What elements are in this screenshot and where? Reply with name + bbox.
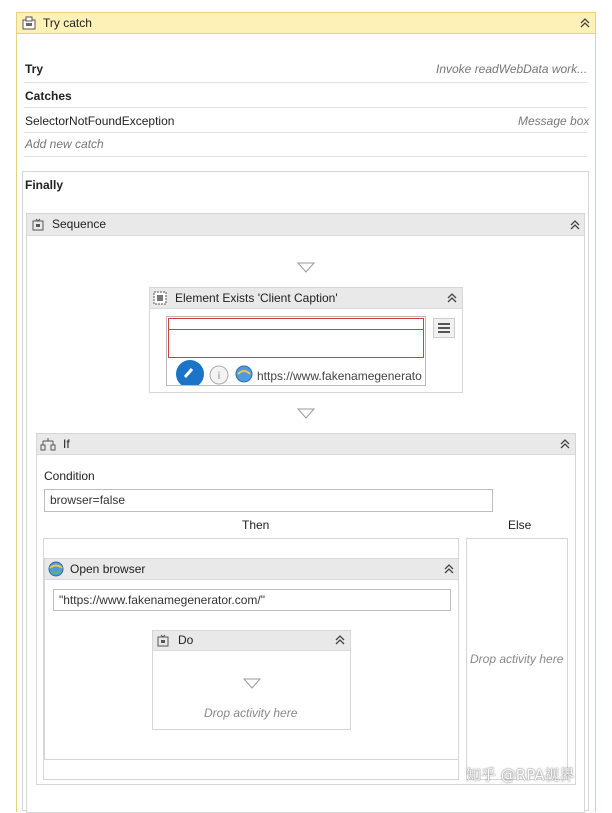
drop-arrow-icon[interactable] bbox=[297, 408, 315, 419]
info-icon bbox=[209, 365, 229, 385]
properties-menu-icon[interactable] bbox=[433, 318, 455, 338]
divider bbox=[24, 156, 587, 157]
element-exists-title: Element Exists 'Client Caption' bbox=[175, 291, 338, 305]
sequence-icon bbox=[156, 634, 170, 648]
browser-icon bbox=[235, 365, 253, 383]
globe-icon bbox=[48, 561, 64, 577]
condition-label: Condition bbox=[44, 469, 95, 483]
try-catch-header[interactable] bbox=[16, 12, 596, 34]
divider bbox=[24, 107, 587, 108]
add-new-catch-link[interactable]: Add new catch bbox=[25, 137, 104, 151]
blue-circle-icon bbox=[175, 359, 205, 386]
collapse-icon[interactable] bbox=[569, 219, 581, 231]
divider bbox=[24, 82, 587, 83]
url-input[interactable]: "https://www.fakenamegenerator.com/" bbox=[53, 589, 451, 611]
do-title: Do bbox=[178, 633, 194, 647]
catch-exception-type[interactable]: SelectorNotFoundException bbox=[25, 114, 175, 128]
condition-input[interactable]: browser=false bbox=[44, 489, 493, 512]
if-icon bbox=[40, 437, 56, 451]
else-label: Else bbox=[508, 518, 532, 532]
preview-url-text: https://www.fakenamegenerato bbox=[257, 369, 422, 383]
try-label: Try bbox=[25, 62, 44, 76]
selector-highlight bbox=[168, 318, 424, 358]
catch-handler-value[interactable]: Message box bbox=[518, 114, 590, 128]
selector-preview[interactable] bbox=[166, 316, 426, 386]
else-drop-placeholder: Drop activity here bbox=[470, 652, 564, 666]
drop-arrow-icon[interactable] bbox=[243, 678, 261, 689]
do-header[interactable] bbox=[153, 631, 350, 651]
try-catch-title: Try catch bbox=[43, 16, 92, 30]
if-title: If bbox=[63, 437, 70, 451]
try-activity-value[interactable]: Invoke readWebData work... bbox=[436, 62, 588, 76]
collapse-icon[interactable] bbox=[443, 563, 455, 575]
open-browser-title: Open browser bbox=[70, 562, 146, 576]
drop-arrow-icon[interactable] bbox=[297, 262, 315, 273]
do-drop-placeholder: Drop activity here bbox=[204, 706, 298, 720]
open-browser-header[interactable] bbox=[45, 559, 458, 580]
sequence-header[interactable] bbox=[27, 214, 584, 236]
element-exists-icon bbox=[153, 291, 167, 305]
svg-text:i: i bbox=[217, 371, 221, 382]
collapse-icon[interactable] bbox=[446, 292, 458, 304]
selector-highlight-inner bbox=[168, 329, 424, 330]
try-catch-icon bbox=[22, 16, 36, 30]
collapse-icon[interactable] bbox=[579, 17, 591, 29]
then-label: Then bbox=[242, 518, 270, 532]
if-header[interactable] bbox=[37, 434, 575, 455]
catches-label: Catches bbox=[25, 89, 72, 103]
divider bbox=[24, 132, 587, 133]
collapse-icon[interactable] bbox=[334, 634, 346, 646]
sequence-icon bbox=[31, 218, 45, 232]
element-exists-header[interactable] bbox=[150, 288, 462, 309]
sequence-title: Sequence bbox=[52, 217, 107, 231]
collapse-icon[interactable] bbox=[559, 438, 571, 450]
watermark: 知乎 @RPA视界 bbox=[466, 766, 575, 784]
finally-label: Finally bbox=[25, 178, 64, 192]
